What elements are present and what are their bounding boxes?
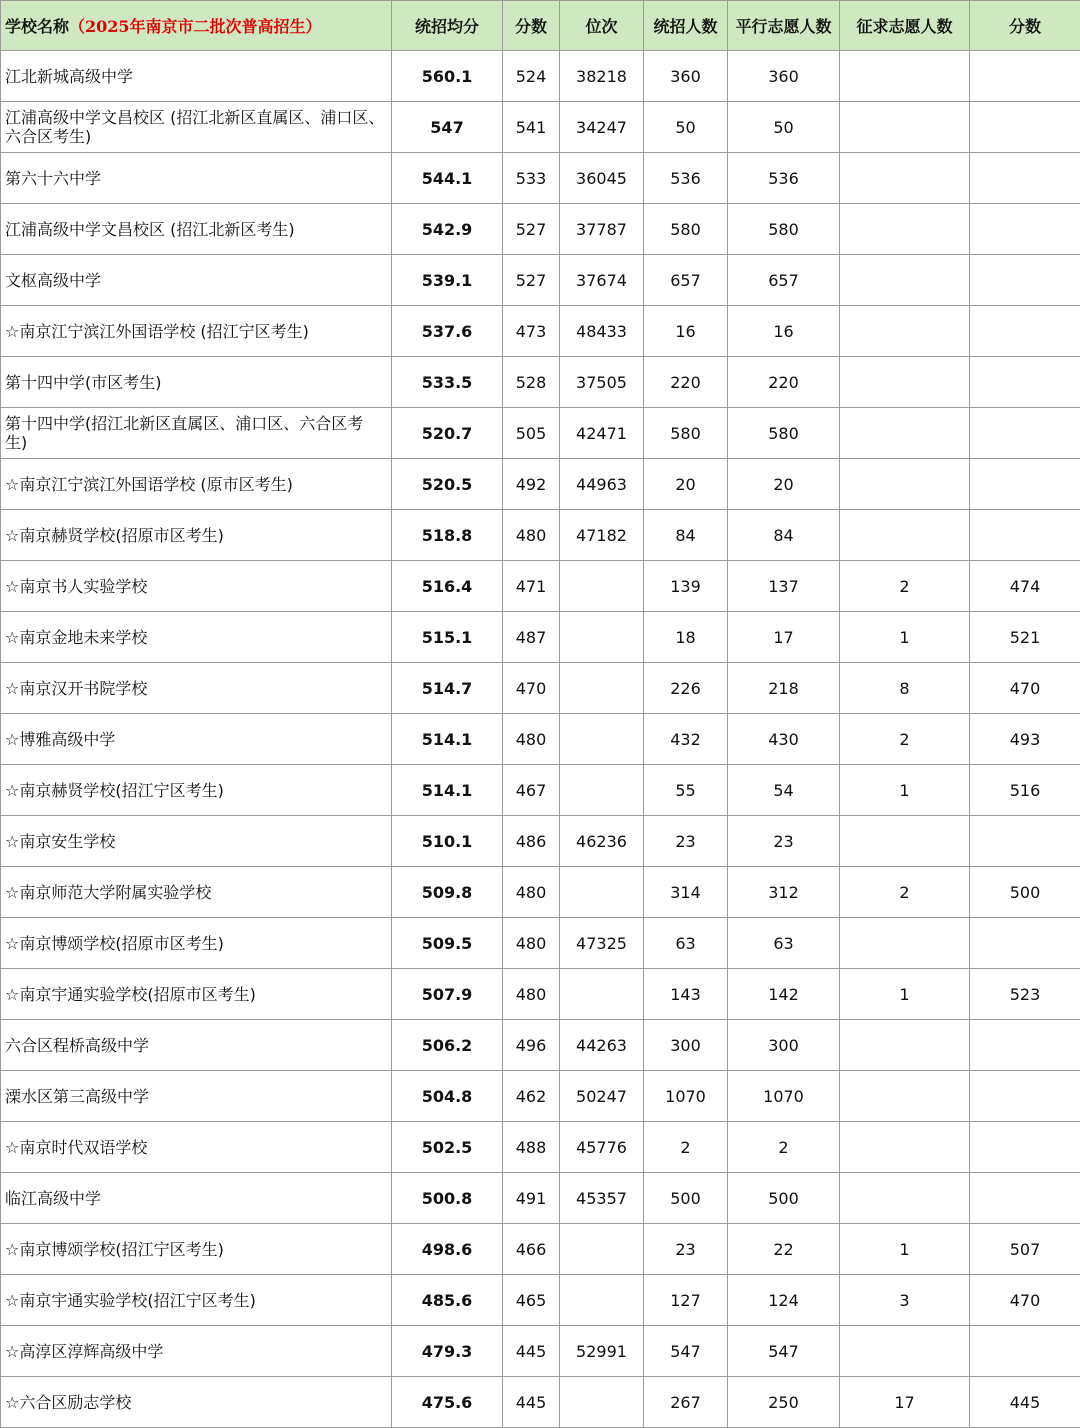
score-cell: 480	[503, 510, 560, 561]
table-row	[1, 357, 1080, 408]
school-name-cell: ☆博雅高级中学	[1, 714, 392, 765]
table-row	[1, 561, 1080, 612]
avg-score-cell: 502.5	[392, 1122, 503, 1173]
avg-score-cell: 498.6	[392, 1224, 503, 1275]
score-cell: 467	[503, 765, 560, 816]
score-cell: 471	[503, 561, 560, 612]
parallel-count-cell: 54	[728, 765, 840, 816]
score-cell: 445	[503, 1326, 560, 1377]
solicit-score-cell	[970, 459, 1080, 510]
quota-cell: 432	[644, 714, 728, 765]
table-row	[1, 1020, 1080, 1071]
school-name-cell: ☆南京师范大学附属实验学校	[1, 867, 392, 918]
quota-cell: 226	[644, 663, 728, 714]
parallel-count-cell: 312	[728, 867, 840, 918]
school-name-cell: ☆南京博颂学校(招江宁区考生)	[1, 1224, 392, 1275]
solicit-count-cell	[840, 918, 970, 969]
parallel-count-cell: 84	[728, 510, 840, 561]
score-cell: 496	[503, 1020, 560, 1071]
avg-score-cell: 533.5	[392, 357, 503, 408]
table-row	[1, 204, 1080, 255]
solicit-score-cell: 521	[970, 612, 1080, 663]
rank-cell: 42471	[560, 408, 644, 459]
avg-score-cell: 510.1	[392, 816, 503, 867]
parallel-count-cell: 536	[728, 153, 840, 204]
score-cell: 462	[503, 1071, 560, 1122]
table-row	[1, 1122, 1080, 1173]
school-name-cell: 临江高级中学	[1, 1173, 392, 1224]
school-name-cell: ☆南京金地未来学校	[1, 612, 392, 663]
rank-cell: 37787	[560, 204, 644, 255]
solicit-score-cell	[970, 408, 1080, 459]
score-cell: 527	[503, 255, 560, 306]
table-row	[1, 153, 1080, 204]
score-cell: 465	[503, 1275, 560, 1326]
school-name-cell: 第十四中学(招江北新区直属区、浦口区、六合区考生)	[1, 408, 392, 459]
rank-cell	[560, 1377, 644, 1428]
score-cell: 488	[503, 1122, 560, 1173]
solicit-count-cell: 8	[840, 663, 970, 714]
solicit-score-cell	[970, 1326, 1080, 1377]
solicit-count-cell: 2	[840, 561, 970, 612]
quota-cell: 16	[644, 306, 728, 357]
table-row	[1, 816, 1080, 867]
avg-score-cell: 544.1	[392, 153, 503, 204]
solicit-count-cell	[840, 1020, 970, 1071]
solicit-count-cell	[840, 408, 970, 459]
solicit-count-cell	[840, 1326, 970, 1377]
solicit-count-cell: 2	[840, 714, 970, 765]
score-cell: 528	[503, 357, 560, 408]
parallel-count-cell: 23	[728, 816, 840, 867]
score-cell: 480	[503, 867, 560, 918]
parallel-count-cell: 50	[728, 102, 840, 153]
rank-cell	[560, 867, 644, 918]
solicit-score-cell: 445	[970, 1377, 1080, 1428]
school-name-cell: ☆南京赫贤学校(招江宁区考生)	[1, 765, 392, 816]
quota-cell: 267	[644, 1377, 728, 1428]
quota-cell: 2	[644, 1122, 728, 1173]
solicit-score-cell	[970, 1071, 1080, 1122]
solicit-score-cell: 474	[970, 561, 1080, 612]
school-name-cell: ☆南京宇通实验学校(招原市区考生)	[1, 969, 392, 1020]
rank-cell	[560, 663, 644, 714]
solicit-count-cell: 2	[840, 867, 970, 918]
school-name-cell: ☆南京江宁滨江外国语学校 (招江宁区考生)	[1, 306, 392, 357]
table-row	[1, 612, 1080, 663]
avg-score-cell: 485.6	[392, 1275, 503, 1326]
avg-score-cell: 506.2	[392, 1020, 503, 1071]
parallel-count-cell: 22	[728, 1224, 840, 1275]
quota-cell: 23	[644, 816, 728, 867]
quota-cell: 580	[644, 408, 728, 459]
score-cell: 487	[503, 612, 560, 663]
header-quota: 统招人数	[644, 1, 728, 51]
solicit-score-cell	[970, 255, 1080, 306]
avg-score-cell: 518.8	[392, 510, 503, 561]
parallel-count-cell: 142	[728, 969, 840, 1020]
score-cell: 466	[503, 1224, 560, 1275]
quota-cell: 84	[644, 510, 728, 561]
rank-cell: 37674	[560, 255, 644, 306]
avg-score-cell: 509.8	[392, 867, 503, 918]
avg-score-cell: 504.8	[392, 1071, 503, 1122]
avg-score-cell: 507.9	[392, 969, 503, 1020]
score-cell: 533	[503, 153, 560, 204]
parallel-count-cell: 547	[728, 1326, 840, 1377]
parallel-count-cell: 63	[728, 918, 840, 969]
table-row	[1, 510, 1080, 561]
parallel-count-cell: 137	[728, 561, 840, 612]
rank-cell	[560, 1275, 644, 1326]
header-row	[1, 1, 1080, 51]
rank-cell: 44263	[560, 1020, 644, 1071]
quota-cell: 63	[644, 918, 728, 969]
avg-score-cell: 539.1	[392, 255, 503, 306]
solicit-count-cell	[840, 255, 970, 306]
rank-cell	[560, 1224, 644, 1275]
avg-score-cell: 547	[392, 102, 503, 153]
solicit-count-cell	[840, 357, 970, 408]
school-name-cell: 江浦高级中学文昌校区 (招江北新区考生)	[1, 204, 392, 255]
table-row	[1, 1377, 1080, 1428]
solicit-count-cell	[840, 102, 970, 153]
solicit-count-cell	[840, 510, 970, 561]
score-cell: 480	[503, 918, 560, 969]
school-name-cell: 江浦高级中学文昌校区 (招江北新区直属区、浦口区、六合区考生)	[1, 102, 392, 153]
quota-cell: 55	[644, 765, 728, 816]
rank-cell: 47182	[560, 510, 644, 561]
table-row	[1, 1326, 1080, 1377]
solicit-count-cell: 1	[840, 969, 970, 1020]
school-name-cell: 六合区程桥高级中学	[1, 1020, 392, 1071]
solicit-score-cell	[970, 51, 1080, 102]
solicit-score-cell	[970, 102, 1080, 153]
school-name-cell: 江北新城高级中学	[1, 51, 392, 102]
avg-score-cell: 520.7	[392, 408, 503, 459]
quota-cell: 657	[644, 255, 728, 306]
solicit-count-cell: 1	[840, 612, 970, 663]
table-row	[1, 459, 1080, 510]
rank-cell	[560, 561, 644, 612]
quota-cell: 300	[644, 1020, 728, 1071]
avg-score-cell: 514.7	[392, 663, 503, 714]
avg-score-cell: 542.9	[392, 204, 503, 255]
solicit-count-cell	[840, 1071, 970, 1122]
parallel-count-cell: 124	[728, 1275, 840, 1326]
table-row	[1, 663, 1080, 714]
rank-cell: 52991	[560, 1326, 644, 1377]
score-cell: 527	[503, 204, 560, 255]
table-row	[1, 765, 1080, 816]
parallel-count-cell: 17	[728, 612, 840, 663]
rank-cell: 48433	[560, 306, 644, 357]
solicit-score-cell: 507	[970, 1224, 1080, 1275]
avg-score-cell: 520.5	[392, 459, 503, 510]
header-avg-score: 统招均分	[392, 1, 503, 51]
parallel-count-cell: 1070	[728, 1071, 840, 1122]
quota-cell: 143	[644, 969, 728, 1020]
solicit-count-cell: 1	[840, 1224, 970, 1275]
parallel-count-cell: 220	[728, 357, 840, 408]
header-school-name-label: 学校名称	[5, 17, 69, 36]
solicit-score-cell	[970, 204, 1080, 255]
score-cell: 541	[503, 102, 560, 153]
rank-cell: 34247	[560, 102, 644, 153]
rank-cell: 45357	[560, 1173, 644, 1224]
quota-cell: 314	[644, 867, 728, 918]
header-solicit-score: 分数	[970, 1, 1080, 51]
avg-score-cell: 500.8	[392, 1173, 503, 1224]
solicit-count-cell	[840, 51, 970, 102]
parallel-count-cell: 16	[728, 306, 840, 357]
avg-score-cell: 516.4	[392, 561, 503, 612]
solicit-count-cell	[840, 1173, 970, 1224]
solicit-score-cell: 493	[970, 714, 1080, 765]
parallel-count-cell: 250	[728, 1377, 840, 1428]
school-name-cell: 文枢高级中学	[1, 255, 392, 306]
quota-cell: 23	[644, 1224, 728, 1275]
parallel-count-cell: 657	[728, 255, 840, 306]
header-school-name-subtitle: （2025年南京市二批次普高招生）	[69, 17, 322, 36]
avg-score-cell: 479.3	[392, 1326, 503, 1377]
rank-cell	[560, 714, 644, 765]
solicit-count-cell	[840, 459, 970, 510]
table-row	[1, 714, 1080, 765]
solicit-count-cell: 3	[840, 1275, 970, 1326]
header-rank: 位次	[560, 1, 644, 51]
header-school-name	[1, 1, 392, 51]
solicit-score-cell: 516	[970, 765, 1080, 816]
avg-score-cell: 514.1	[392, 714, 503, 765]
parallel-count-cell: 300	[728, 1020, 840, 1071]
parallel-count-cell: 580	[728, 204, 840, 255]
school-name-cell: ☆南京安生学校	[1, 816, 392, 867]
table-row	[1, 1173, 1080, 1224]
solicit-count-cell: 1	[840, 765, 970, 816]
table-row	[1, 255, 1080, 306]
score-cell: 445	[503, 1377, 560, 1428]
solicit-score-cell: 470	[970, 1275, 1080, 1326]
solicit-score-cell	[970, 153, 1080, 204]
table-row	[1, 918, 1080, 969]
solicit-score-cell: 470	[970, 663, 1080, 714]
table-row	[1, 408, 1080, 459]
school-name-cell: ☆六合区励志学校	[1, 1377, 392, 1428]
table-row	[1, 102, 1080, 153]
solicit-score-cell	[970, 510, 1080, 561]
solicit-count-cell	[840, 1122, 970, 1173]
table-row	[1, 51, 1080, 102]
header-parallel-count: 平行志愿人数	[728, 1, 840, 51]
rank-cell: 46236	[560, 816, 644, 867]
avg-score-cell: 537.6	[392, 306, 503, 357]
avg-score-cell: 560.1	[392, 51, 503, 102]
solicit-score-cell	[970, 918, 1080, 969]
table-header	[1, 1, 1080, 51]
header-score: 分数	[503, 1, 560, 51]
school-name-cell: ☆南京宇通实验学校(招江宁区考生)	[1, 1275, 392, 1326]
header-solicit-count: 征求志愿人数	[840, 1, 970, 51]
solicit-score-cell	[970, 1122, 1080, 1173]
solicit-count-cell	[840, 816, 970, 867]
rank-cell	[560, 765, 644, 816]
parallel-count-cell: 360	[728, 51, 840, 102]
score-cell: 491	[503, 1173, 560, 1224]
quota-cell: 536	[644, 153, 728, 204]
rank-cell: 37505	[560, 357, 644, 408]
solicit-score-cell	[970, 306, 1080, 357]
solicit-score-cell	[970, 357, 1080, 408]
score-cell: 524	[503, 51, 560, 102]
solicit-score-cell	[970, 816, 1080, 867]
school-name-cell: 第六十六中学	[1, 153, 392, 204]
quota-cell: 547	[644, 1326, 728, 1377]
rank-cell: 38218	[560, 51, 644, 102]
table-body	[1, 51, 1080, 1428]
table-row	[1, 1071, 1080, 1122]
table-row	[1, 306, 1080, 357]
table-row	[1, 969, 1080, 1020]
solicit-score-cell: 523	[970, 969, 1080, 1020]
quota-cell: 18	[644, 612, 728, 663]
avg-score-cell: 514.1	[392, 765, 503, 816]
solicit-score-cell: 500	[970, 867, 1080, 918]
parallel-count-cell: 20	[728, 459, 840, 510]
parallel-count-cell: 430	[728, 714, 840, 765]
table-row	[1, 867, 1080, 918]
table-row	[1, 1224, 1080, 1275]
parallel-count-cell: 218	[728, 663, 840, 714]
score-cell: 505	[503, 408, 560, 459]
school-name-cell: ☆南京书人实验学校	[1, 561, 392, 612]
solicit-count-cell	[840, 153, 970, 204]
score-cell: 486	[503, 816, 560, 867]
quota-cell: 220	[644, 357, 728, 408]
school-name-cell: ☆南京江宁滨江外国语学校 (原市区考生)	[1, 459, 392, 510]
quota-cell: 50	[644, 102, 728, 153]
score-cell: 480	[503, 714, 560, 765]
school-name-cell: ☆南京时代双语学校	[1, 1122, 392, 1173]
score-cell: 480	[503, 969, 560, 1020]
solicit-count-cell	[840, 204, 970, 255]
table-row	[1, 1275, 1080, 1326]
rank-cell: 44963	[560, 459, 644, 510]
rank-cell	[560, 612, 644, 663]
score-cell: 470	[503, 663, 560, 714]
avg-score-cell: 509.5	[392, 918, 503, 969]
rank-cell: 50247	[560, 1071, 644, 1122]
parallel-count-cell: 500	[728, 1173, 840, 1224]
school-name-cell: ☆南京汉开书院学校	[1, 663, 392, 714]
quota-cell: 360	[644, 51, 728, 102]
school-name-cell: 溧水区第三高级中学	[1, 1071, 392, 1122]
solicit-count-cell	[840, 306, 970, 357]
solicit-score-cell	[970, 1173, 1080, 1224]
score-cell: 473	[503, 306, 560, 357]
quota-cell: 1070	[644, 1071, 728, 1122]
quota-cell: 580	[644, 204, 728, 255]
parallel-count-cell: 580	[728, 408, 840, 459]
avg-score-cell: 515.1	[392, 612, 503, 663]
solicit-score-cell	[970, 1020, 1080, 1071]
quota-cell: 20	[644, 459, 728, 510]
rank-cell: 45776	[560, 1122, 644, 1173]
school-name-cell: ☆南京赫贤学校(招原市区考生)	[1, 510, 392, 561]
avg-score-cell: 475.6	[392, 1377, 503, 1428]
score-cell: 492	[503, 459, 560, 510]
rank-cell	[560, 969, 644, 1020]
quota-cell: 127	[644, 1275, 728, 1326]
school-name-cell: ☆高淳区淳辉高级中学	[1, 1326, 392, 1377]
school-name-cell: ☆南京博颂学校(招原市区考生)	[1, 918, 392, 969]
solicit-count-cell: 17	[840, 1377, 970, 1428]
rank-cell: 47325	[560, 918, 644, 969]
quota-cell: 139	[644, 561, 728, 612]
rank-cell: 36045	[560, 153, 644, 204]
school-name-cell: 第十四中学(市区考生)	[1, 357, 392, 408]
parallel-count-cell: 2	[728, 1122, 840, 1173]
quota-cell: 500	[644, 1173, 728, 1224]
